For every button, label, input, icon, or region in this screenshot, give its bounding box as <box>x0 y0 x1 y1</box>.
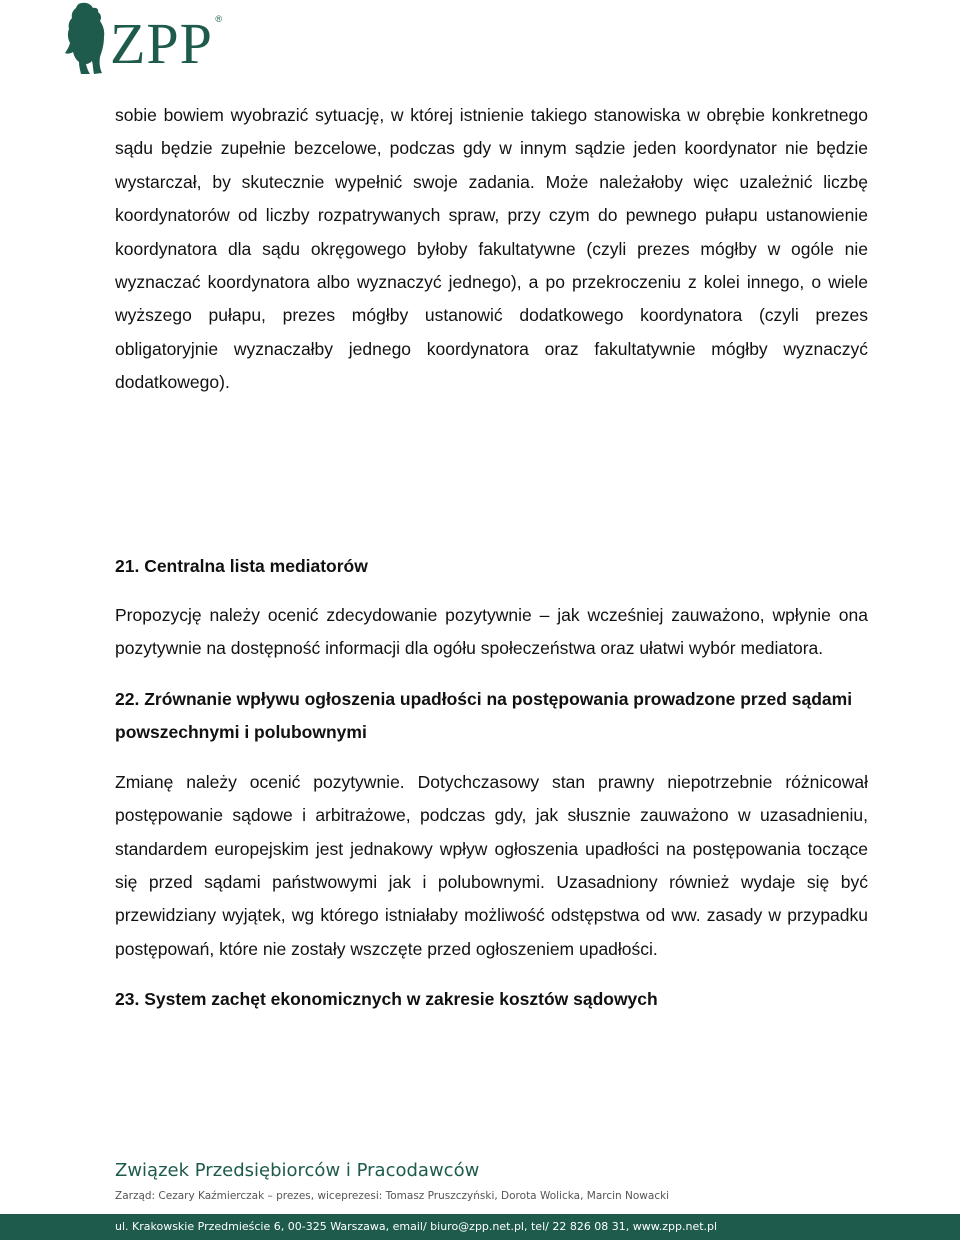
footer-organization: Związek Przedsiębiorców i Pracodawców <box>115 1160 480 1181</box>
document-body <box>115 99 868 1017</box>
section-23-heading: 23. System zachęt ekonomicznych w zakresie kosztów sądowych <box>115 989 658 1010</box>
section-21-heading: 21. Centralna lista mediatorów <box>115 555 368 576</box>
header-logo <box>58 0 223 78</box>
section-22-heading: 22. Zrównanie wpływu ogłoszenia upadłości na postępowania prowadzone przed sądami powszechnymi i polubownymi <box>115 688 853 743</box>
paragraph-intro: sobie bowiem wyobrazić sytuację, w której istnienie takiego stanowiska w obrębie konkretnego sądu będzie zupełnie bezcelowe, podczas gdy w innym sądzie jeden koordynator nie będzie wystarczał, by skutecznie wypełnić swoje zadania. Może należałoby więc uzależnić liczbę koordynatorów od liczby rozpatrywanych spraw, przy czym do pewnego pułapu ustanowienie koordynatora dla sądu okręgowego byłoby fakultatywne (czyli prezes mógłby w ogóle nie wyznaczać koordynatora albo wyznaczyć jednego), a po przekroczeniu z kolei innego, o wiele wyższego pułapu, prezes mógłby ustanowić dodatkowego koordynatora (czyli prezes obligatoryjnie wyznaczałby jednego koordynatora oraz fakultatywnie mógłby wyznaczyć dodatkowego). <box>115 105 868 393</box>
footer-bar <box>0 1214 960 1240</box>
section-21-text: Propozycję należy ocenić zdecydowanie pozytywnie – jak wcześniej zauważono, wpłynie ona pozytywnie na dostępność informacji dla ogółu społeczeństwa oraz ułatwi wybór mediatora. <box>115 605 868 659</box>
logo-text: ZPP ® <box>110 10 223 76</box>
footer-board: Zarząd: Cezary Kaźmierczak – prezes, wiceprezesi: Tomasz Pruszczyński, Dorota Wolicka, Marcin Nowacki <box>115 1190 670 1202</box>
section-22-text: Zmianę należy ocenić pozytywnie. Dotychczasowy stan prawny niepotrzebnie różnicował postępowanie sądowe i arbitrażowe, podczas gdy, jak słusznie zauważono w uzasadnieniu, standardem europejskim jest jednakowy wpływ ogłoszenia upadłości na postępowania toczące się przed sądami państwowymi jak i polubownymi. Uzasadniony również wydaje się być przewidziany wyjątek, wg którego istniałaby możliwość odstępstwa od ww. zasady w przypadku postępowań, które nie zostały wszczęte przed ogłoszeniem upadłości. <box>115 771 868 959</box>
registered-mark: ® <box>215 13 223 24</box>
spacer <box>115 400 868 550</box>
bear-icon <box>58 1 108 77</box>
footer-contact: ul. Krakowskie Przedmieście 6, 00-325 Warszawa, email/ biuro@zpp.net.pl, tel/ 22 826 08 31, www.zpp.net.pl <box>115 1220 718 1233</box>
